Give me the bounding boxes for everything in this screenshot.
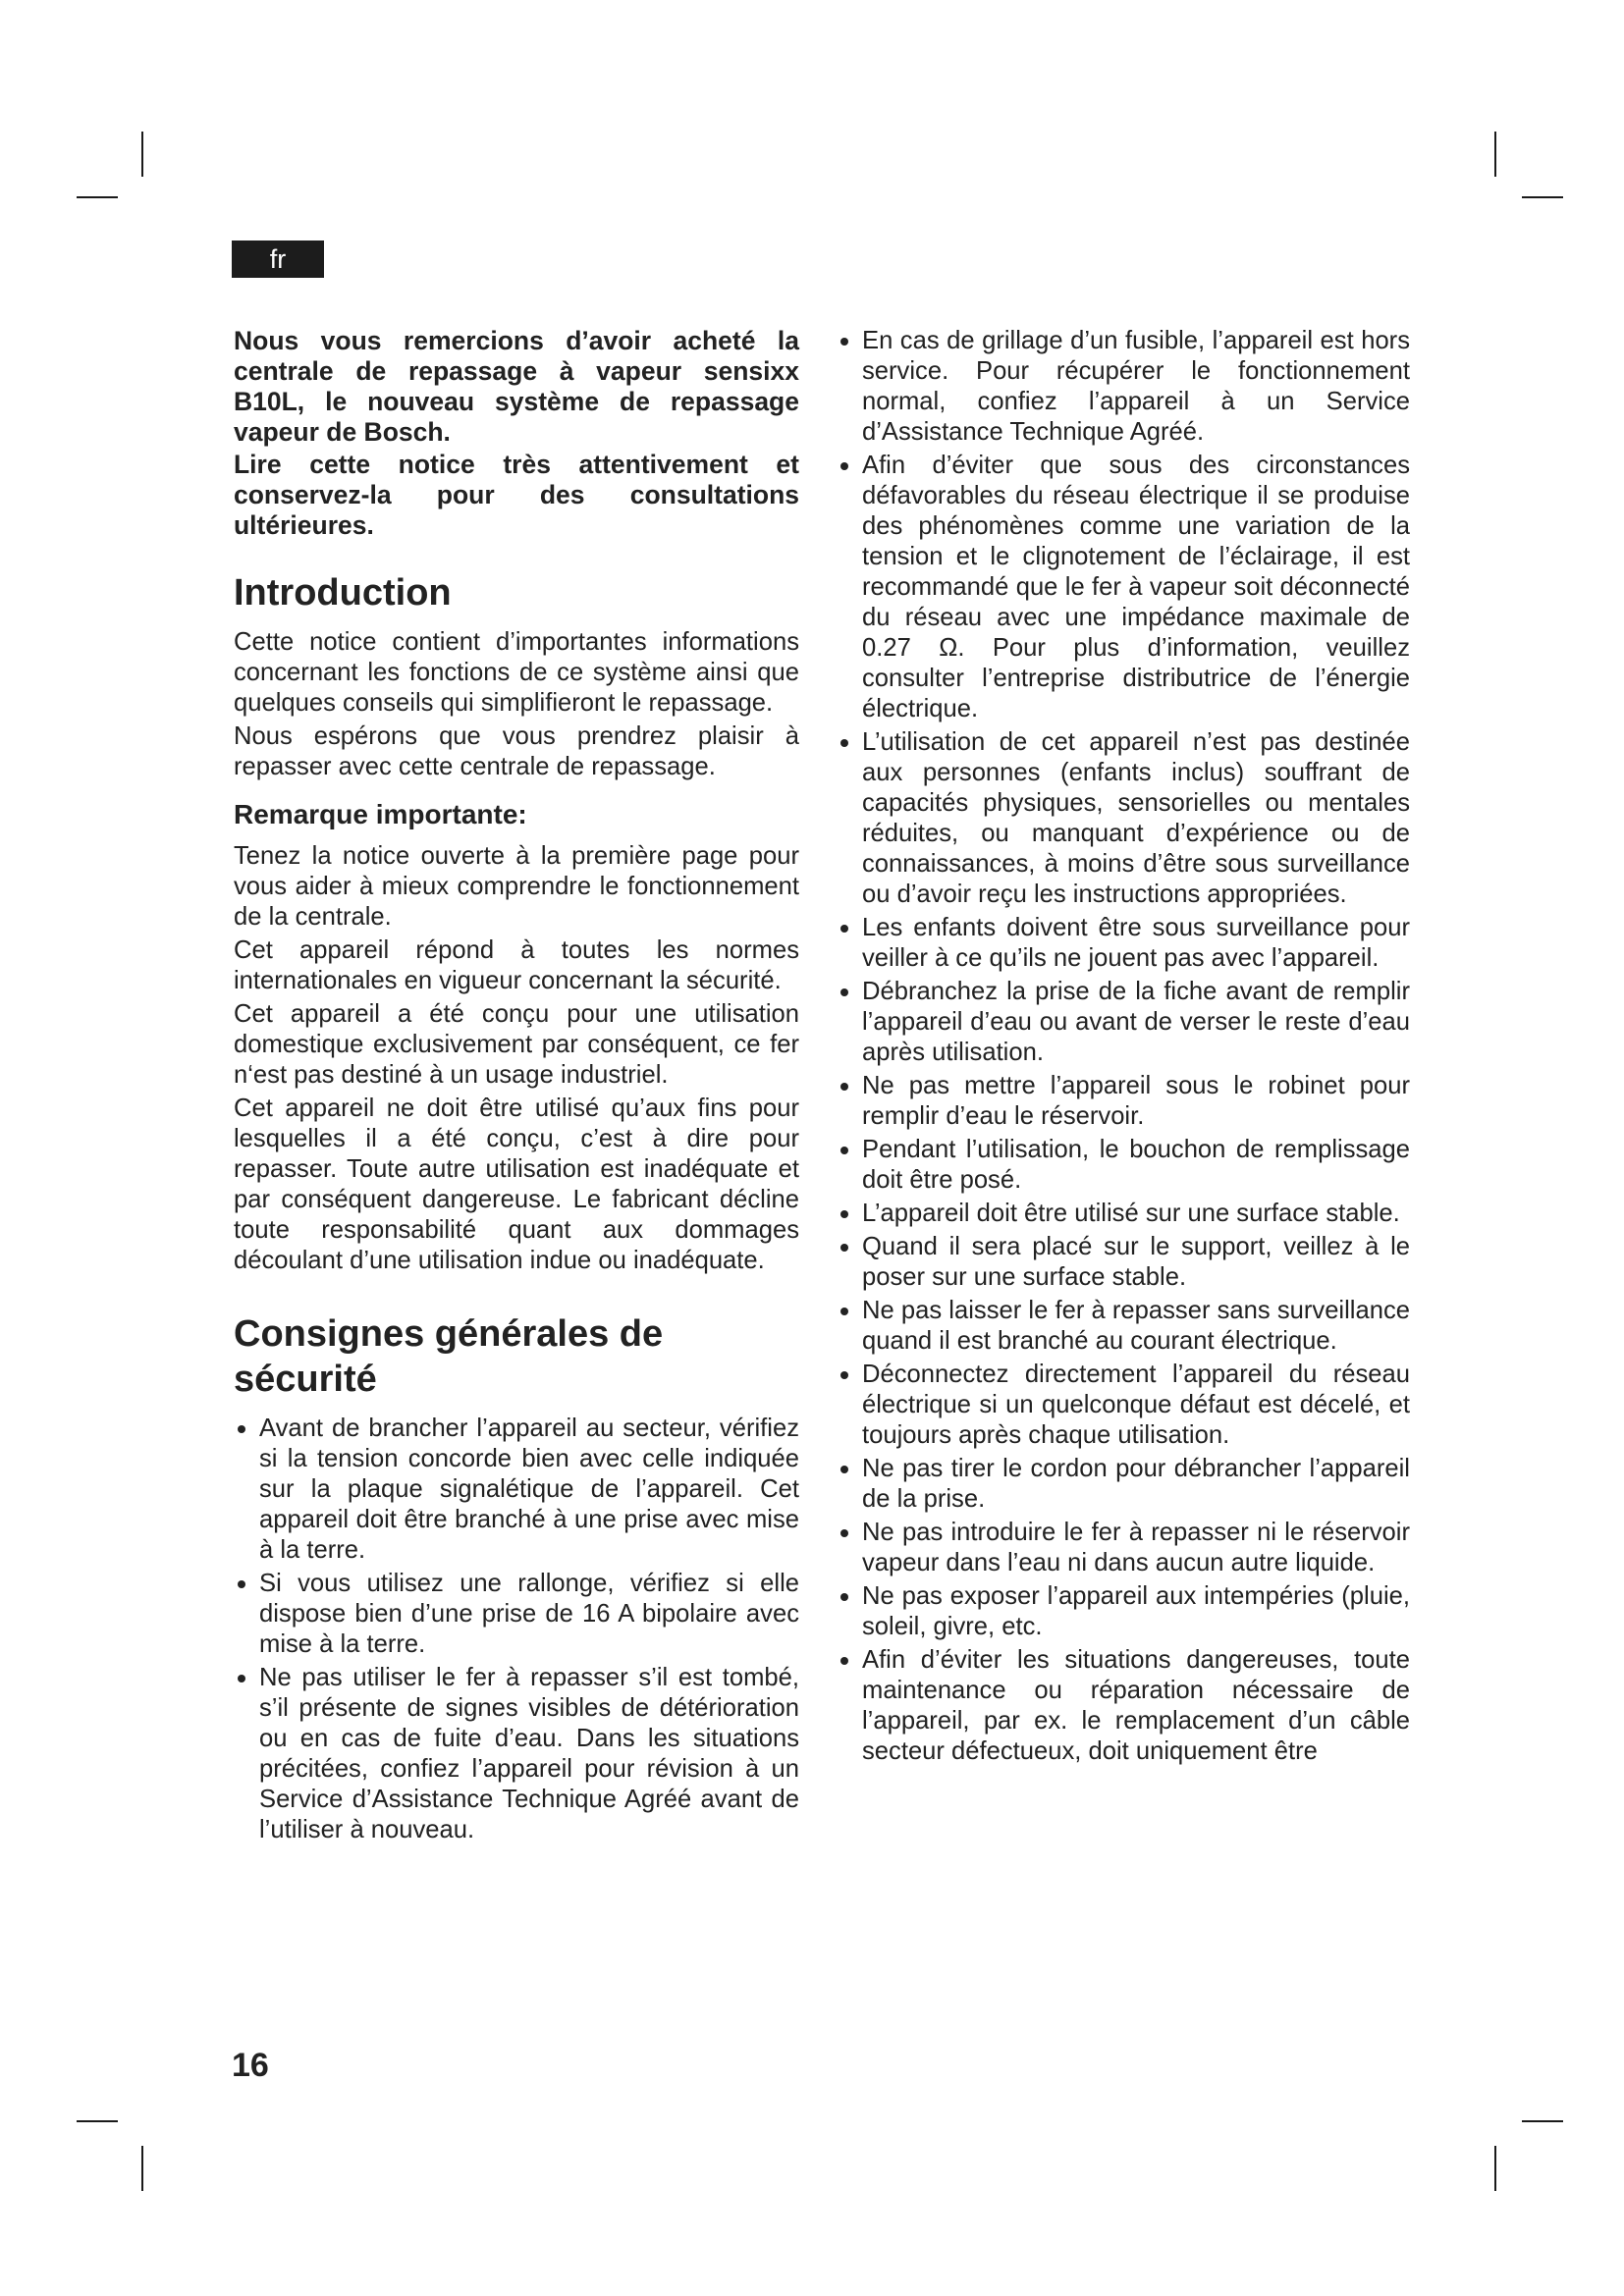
consignes-heading: Consignes générales de sécurité bbox=[234, 1313, 664, 1400]
language-tag: fr bbox=[232, 240, 324, 278]
intro-read-notice: Lire cette notice très attentivement et conservez-la pour des consultations ultérieures. bbox=[234, 450, 799, 540]
safety-item: Quand il sera placé sur le support, veillez à le poser sur une surface stable. bbox=[837, 1232, 1410, 1293]
safety-item: Ne pas laisser le fer à repasser sans surveillance quand il est branché au courant électrique. bbox=[837, 1296, 1410, 1357]
safety-item: Les enfants doivent être sous surveillance pour veiller à ce qu’ils ne jouent pas avec l’appareil. bbox=[837, 913, 1410, 974]
left-column bbox=[234, 326, 799, 1848]
right-column bbox=[837, 326, 1410, 1770]
introduction-heading: Introduction bbox=[234, 572, 452, 614]
safety-item: Déconnectez directement l’appareil du réseau électrique si un quelconque défaut est décelé, et toujours après chaque utilisation. bbox=[837, 1360, 1410, 1451]
crop-mark bbox=[141, 2146, 143, 2191]
crop-mark bbox=[1522, 2120, 1563, 2122]
safety-item: Afin d’éviter les situations dangereuses, toute maintenance ou réparation nécessaire de l’appareil, par ex. le remplacement d’un câble secteur défectueux, doit uniquement être bbox=[837, 1645, 1410, 1767]
remarque-paragraph: Cet appareil ne doit être utilisé qu’aux fins pour lesquelles il a été conçu, c’est à dire pour repasser. Toute autre utilisation est inadéquate et par conséquent dangereuse. Le fabricant décline toute responsabilité quant aux dommages découlant d’une utilisation indue ou inadéquate. bbox=[234, 1095, 799, 1274]
page-number: 16 bbox=[232, 2047, 269, 2084]
safety-item: Ne pas exposer l’appareil aux intempéries (pluie, soleil, givre, etc. bbox=[837, 1581, 1410, 1642]
crop-mark bbox=[1494, 2146, 1496, 2191]
introduction-paragraph: Cette notice contient d’importantes informations concernant les fonctions de ce système ainsi que quelques conseils qui simplifieront le repassage. bbox=[234, 628, 799, 717]
safety-list-left bbox=[234, 1414, 799, 1845]
safety-list-right bbox=[837, 326, 1410, 1767]
crop-mark bbox=[77, 196, 118, 198]
safety-item: Si vous utilisez une rallonge, vérifiez si elle dispose bien d’une prise de 16 A bipolaire avec mise à la terre. bbox=[234, 1569, 799, 1660]
safety-item: L’appareil doit être utilisé sur une surface stable. bbox=[837, 1199, 1410, 1229]
safety-item: Afin d’éviter que sous des circonstances défavorables du réseau électrique il se produise des phénomènes comme une variation de la tension et le clignotement de l’éclairage, il est recommandé que le fer à vapeur soit déconnecté du réseau avec une impédance maximale de 0.27 Ω. Pour plus d’information, veuillez consulter l’entreprise distributrice de l’énergie électrique. bbox=[837, 451, 1410, 724]
safety-item: Ne pas introduire le fer à repasser ni le réservoir vapeur dans l’eau ni dans aucun autre liquide. bbox=[837, 1518, 1410, 1578]
introduction-paragraph: Nous espérons que vous prendrez plaisir à repasser avec cette centrale de repassage. bbox=[234, 722, 799, 780]
remarque-paragraph: Tenez la notice ouverte à la première page pour vous aider à mieux comprendre le fonctionnement de la centrale. bbox=[234, 842, 799, 931]
remarque-paragraph: Cet appareil a été conçu pour une utilisation domestique exclusivement par conséquent, ce fer n‘est pas destiné à un usage industriel. bbox=[234, 1000, 799, 1089]
safety-item: L’utilisation de cet appareil n’est pas destinée aux personnes (enfants inclus) souffrant de capacités physiques, sensorielles ou mentales réduites, ou manquant d’expérience ou de connaissances, à moins d’être sous surveillance ou d’avoir reçu les instructions appropriées. bbox=[837, 727, 1410, 910]
safety-item: Ne pas mettre l’appareil sous le robinet pour remplir d’eau le réservoir. bbox=[837, 1071, 1410, 1132]
remarque-heading: Remarque importante: bbox=[234, 799, 527, 829]
crop-mark bbox=[141, 132, 143, 177]
safety-item: Ne pas utiliser le fer à repasser s’il est tombé, s’il présente de signes visibles de détérioration ou en cas de fuite d’eau. Dans les situations précitées, confiez l’appareil pour révision à un Service d’Assistance Technique Agréé avant de l’utiliser à nouveau. bbox=[234, 1663, 799, 1845]
safety-item: Avant de brancher l’appareil au secteur, vérifiez si la tension concorde bien avec celle indiquée sur la plaque signalétique de l’appareil. Cet appareil doit être branché à une prise avec mise à la terre. bbox=[234, 1414, 799, 1566]
crop-mark bbox=[1494, 132, 1496, 177]
safety-item: En cas de grillage d’un fusible, l’appareil est hors service. Pour récupérer le fonctionnement normal, confiez l’appareil à un Service d’Assistance Technique Agréé. bbox=[837, 326, 1410, 448]
remarque-paragraph: Cet appareil répond à toutes les normes internationales en vigueur concernant la sécurité. bbox=[234, 936, 799, 994]
intro-thanks: Nous vous remercions d’avoir acheté la centrale de repassage à vapeur sensixx B10L, le nouveau système de repassage vapeur de Bosch. bbox=[234, 326, 799, 447]
safety-item: Pendant l’utilisation, le bouchon de remplissage doit être posé. bbox=[837, 1135, 1410, 1196]
crop-mark bbox=[1522, 196, 1563, 198]
safety-item: Débranchez la prise de la fiche avant de remplir l’appareil d’eau ou avant de verser le reste d’eau après utilisation. bbox=[837, 977, 1410, 1068]
safety-item: Ne pas tirer le cordon pour débrancher l’appareil de la prise. bbox=[837, 1454, 1410, 1515]
crop-mark bbox=[77, 2120, 118, 2122]
